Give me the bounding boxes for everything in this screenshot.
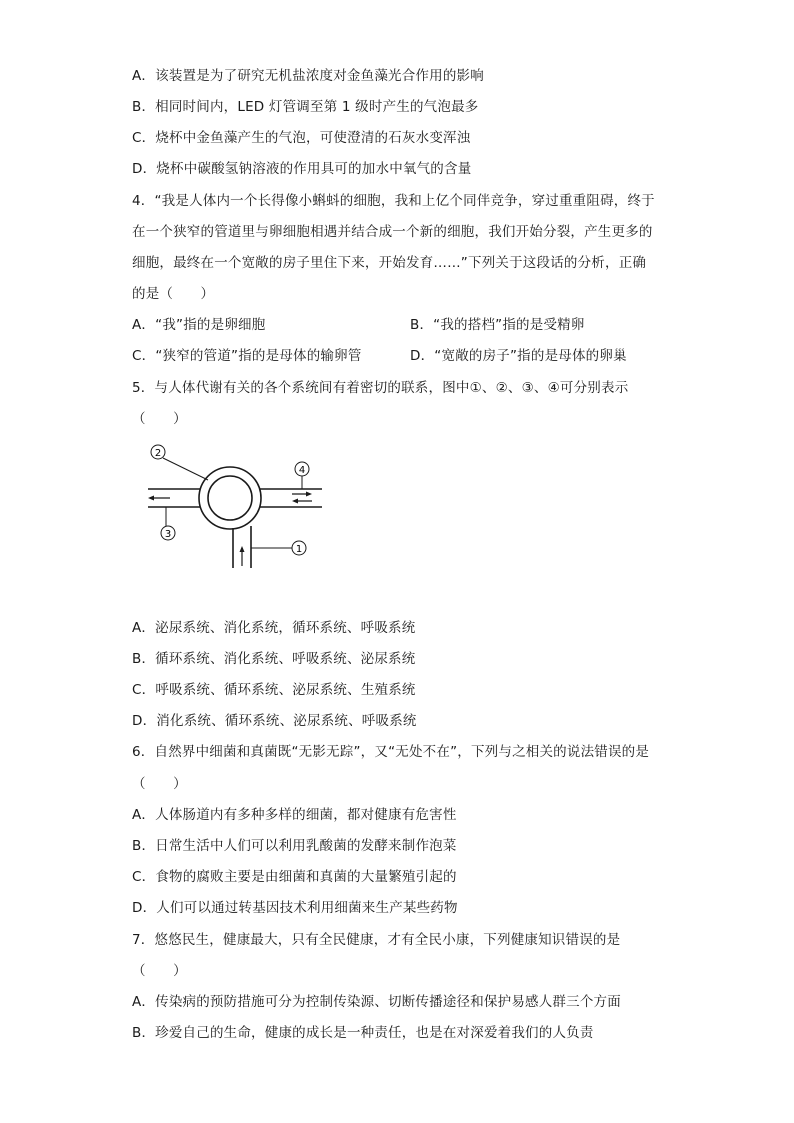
q3-option-c: C．烧杯中金鱼藻产生的气泡，可使澄清的石灰水变浑浊 [132,130,471,146]
q5-option-c: C．呼吸系统、循环系统、泌尿系统、生殖系统 [132,682,416,698]
q7-stem-line-2: （ ） [132,963,187,979]
q4-option-d: D．“宽敞的房子”指的是母体的卵巢 [410,348,627,364]
q7-option-b: B．珍爱自己的生命，健康的成长是一种责任，也是在对深爱着我们的人负责 [132,1025,594,1041]
label-4 [295,462,309,476]
q6-option-b: B．日常生活中人们可以利用乳酸菌的发酵来制作泡菜 [132,838,457,854]
label-3 [161,526,175,540]
q4-stem-line-3: 细胞，最终在一个宽敞的房子里住下来，开始发育……”下列关于这段话的分析，正确 [132,255,647,271]
arrow-left-icon [148,496,170,501]
q4-option-a: A．“我”指的是卵细胞 [132,317,266,333]
q4-stem-line-2: 在一个狭窄的管道里与卵细胞相遇并结合成一个新的细胞，我们开始分裂，产生更多的 [132,224,653,240]
metabolism-systems-diagram [138,440,338,572]
q4-stem-line-4: 的是（ ） [132,286,215,302]
label-2 [151,445,165,459]
q5-option-d: D．消化系统、循环系统、泌尿系统、呼吸系统 [132,713,417,729]
q6-option-a: A．人体肠道内有多种多样的细菌，都对健康有危害性 [132,807,457,823]
q7-stem-line-1: 7．悠悠民生，健康最大，只有全民健康，才有全民小康，下列健康知识错误的是 [132,932,621,948]
svg-text:3: 3 [164,529,172,540]
svg-text:1: 1 [295,544,303,555]
svg-text:2: 2 [154,448,162,459]
q6-stem-line-2: （ ） [132,776,187,792]
svg-text:4: 4 [298,465,306,476]
q4-option-c: C．“狭窄的管道”指的是母体的输卵管 [132,348,362,364]
q3-option-d: D．烧杯中碳酸氢钠溶液的作用具可的加水中氧气的含量 [132,161,472,177]
q3-option-a: A．该装置是为了研究无机盐浓度对金鱼藻光合作用的影响 [132,68,484,84]
q7-option-a: A．传染病的预防措施可分为控制传染源、切断传播途径和保护易感人群三个方面 [132,994,621,1010]
q6-stem-line-1: 6．自然界中细菌和真菌既“无影无踪”，又“无处不在”，下列与之相关的说法错误的是 [132,744,650,760]
arrow-up-icon [240,546,245,566]
label-1 [292,541,306,555]
q5-stem-line-1: 5．与人体代谢有关的各个系统间有着密切的联系，图中①、②、③、④可分别表示 [132,380,629,396]
q5-option-a: A．泌尿系统、消化系统，循环系统、呼吸系统 [132,620,416,636]
q5-stem-line-2: （ ） [132,411,187,427]
double-arrow-icon [292,492,312,504]
q6-option-d: D．人们可以通过转基因技术利用细菌来生产某些药物 [132,900,458,916]
q5-option-b: B．循环系统、消化系统、呼吸系统、泌尿系统 [132,651,416,667]
q6-option-c: C．食物的腐败主要是由细菌和真菌的大量繁殖引起的 [132,869,457,885]
q3-option-b: B．相同时间内，LED 灯管调至第 1 级时产生的气泡最多 [132,99,479,115]
q4-option-b: B．“我的搭档”指的是受精卵 [410,317,585,333]
q4-stem-line-1: 4．“我是人体内一个长得像小蝌蚪的细胞，我和上亿个同伴竞争，穿过重重阻碍，终于 [132,193,655,209]
